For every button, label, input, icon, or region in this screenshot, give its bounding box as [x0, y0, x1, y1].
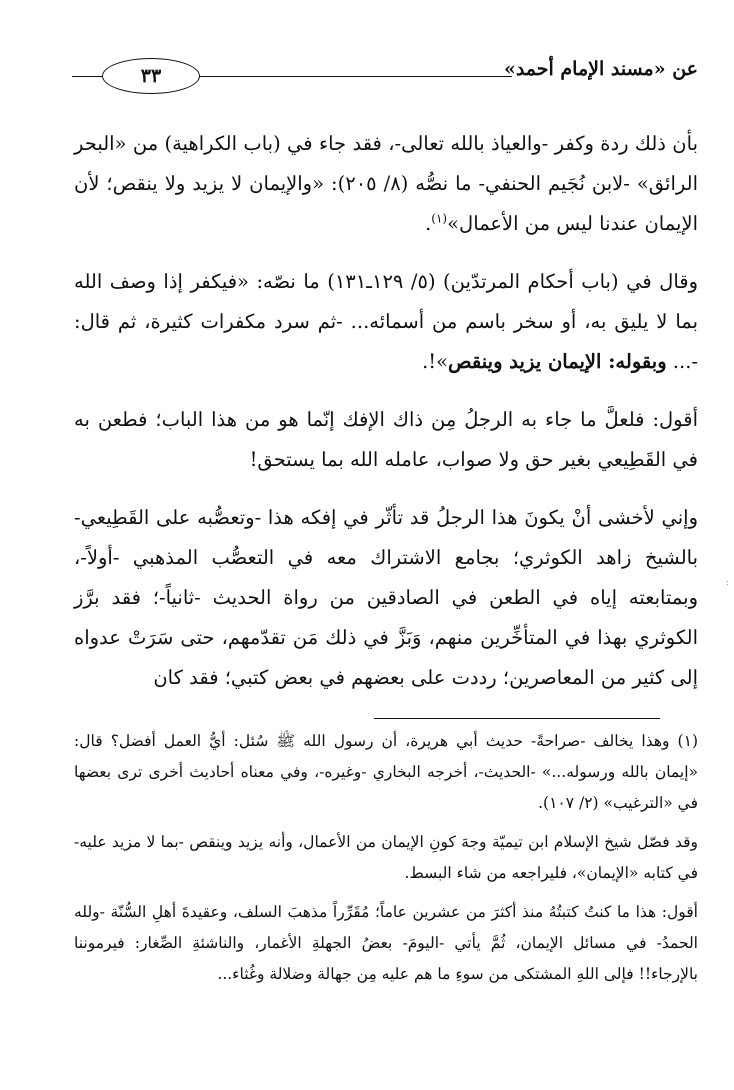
paragraph-2-end: »!.: [422, 350, 449, 373]
margin-mark: :: [726, 578, 730, 588]
main-text: [74, 124, 698, 698]
paragraph-4: [74, 498, 698, 698]
paragraph-2-bold: وبقوله: الإيمان يزيد وينقص: [448, 350, 667, 373]
paragraph-2-text: وقال في (باب أحكام المرتدّين) (٥/ ١٢٩ـ١٣١) ما نصّه: «فيكفر إذا وصف الله بما لا يليق به، أو سخر باسم من أسمائه... -ثم سرد مكفرات كثيرة، ثم قال: -...: [74, 270, 698, 373]
running-title: عن «مسند الإمام أحمد»: [503, 58, 698, 80]
paragraph-3-text: أقول: فلعلَّ ما جاء به الرجلُ مِن ذاك الإفك إنّما هو من هذا الباب؛ فطعن به في القَطِيعي بغير حق ولا صواب، عامله الله بما يستحق!: [74, 408, 698, 471]
paragraph-1: بأن ذلك ردة وكفر -والعياذ بالله تعالى-، فقد جاء في (باب الكراهية) من «البحر الرائق» -لابن نُجَيم الحنفي- ما نصُّه (٨/ ٢٠٥): «والإيمان لا يزيد ولا ينقص؛ لأن الإيمان عندنا ليس من الأعمال»$^{(١)}$.: [74, 132, 699, 235]
paragraph-1-text: بأن ذلك ردة وكفر -والعياذ بالله تعالى-، فقد جاء في (باب الكراهية) من «البحر الرائق» -لابن نُجَيم الحنفي- ما نصُّه (٨/ ٢٠٥): «والإيمان لا يزيد ولا ينقص؛ لأن الإيمان عندنا ليس من الأعمال»: [74, 132, 699, 235]
footnote-2: وقد فصّل شيخ الإسلام ابن تيميّة وجهَ كونِ الإيمان من الأعمال، وأنه يزيد وينقص -بما لا مزيد عليه- في كتابه «الإيمان»، فليراجعه من شاء البسط.: [74, 833, 698, 882]
page-number: ٣٣: [140, 65, 162, 87]
page-header: [72, 54, 698, 94]
paragraph-4-text: وإني لأخشى أنْ يكونَ هذا الرجلُ قد تأثّر في إفكه هذا -وتعصُّبه على القَطِيعي- بالشيخ زاهد الكوثري؛ بجامع الاشتراك معه في التعصُّب المذهبي -أولاً-، وبمتابعته إياه في الطعن في الصادقين من رواة الحديث -ثانياً-؛ فقد برَّز الكوثري بهذا في المتأخِّرين منهم، وَبَزَّ في ذلك مَن تقدّمهم، حتى سَرَتْ عدواه إلى كثير من المعاصرين؛ رددت على بعضهم في بعض كتبي؛ فقد كان: [74, 506, 698, 689]
footnote-ref-1: (١): [431, 211, 448, 226]
footnotes: [74, 726, 698, 990]
page-number-oval: [102, 58, 200, 94]
footnote-1: (١) وهذا يخالف -صراحةً- حديث أبي هريرة، أن رسول الله ﷺ سُئل: أيُّ العمل أفضل؟ قال: «إيمان بالله ورسوله...» -الحديث-، أخرجه البخاري -وغيره-، وفي معناه أحاديث أخرى ترى بعضها في «الترغيب» (٢/ ١٠٧).: [74, 732, 698, 812]
footnote-separator: [374, 718, 660, 719]
paragraph-3: [74, 400, 698, 480]
footnote-3: أقول: هذا ما كنتُ كتبتُهُ منذ أكثرَ من عشرين عاماً؛ مُقَرِّراً مذهبَ السلف، وعقيدةَ أهلِ السُّنّة -ولله الحمدُ- في مسائل الإيمان، ثُمَّ يأتي -اليومَ- بعضُ الجهلةِ الأغمار، والناشئةِ الصِّغار: فيرموننا بالإرجاء!! فإلى اللهِ المشتكى من سوءِ ما هم عليه مِن جهالة وضلالة وغُثاء...: [74, 903, 698, 983]
paragraph-2: [74, 262, 698, 382]
